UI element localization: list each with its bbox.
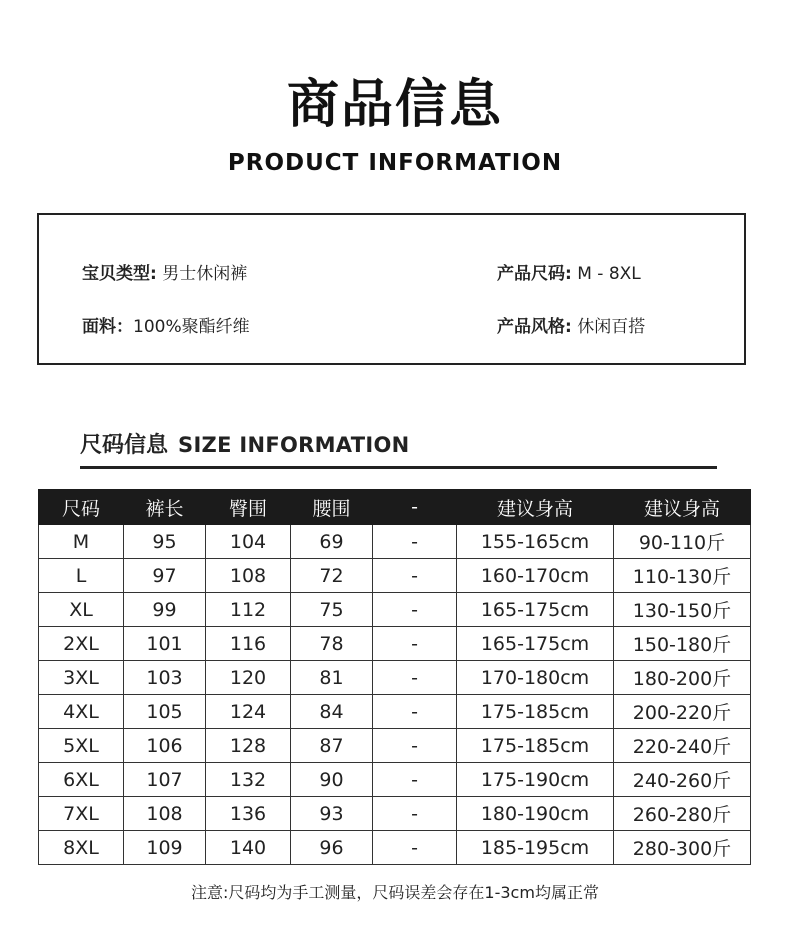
table-row	[39, 661, 751, 695]
cell-height: 170-180cm	[457, 661, 614, 695]
cell-hip: 108	[206, 559, 291, 593]
cell-blank: -	[373, 627, 457, 661]
info-style-value: 休闲百搭	[577, 317, 646, 337]
section-divider	[80, 466, 717, 469]
cell-weight: 260-280斤	[614, 797, 751, 831]
cell-blank: -	[373, 593, 457, 627]
measurement-note: 注意:尺码均为手工测量，尺码误差会存在1-3cm均属正常	[191, 883, 599, 902]
cell-blank: -	[373, 695, 457, 729]
cell-size: L	[39, 559, 124, 593]
info-fabric	[82, 312, 250, 337]
cell-blank: -	[373, 831, 457, 865]
col-header-size: 尺码	[39, 490, 124, 525]
product-info-box	[37, 213, 746, 365]
cell-hip: 128	[206, 729, 291, 763]
cell-height: 160-170cm	[457, 559, 614, 593]
cell-height: 165-175cm	[457, 593, 614, 627]
cell-waist: 96	[291, 831, 373, 865]
cell-hip: 104	[206, 525, 291, 559]
cell-weight: 240-260斤	[614, 763, 751, 797]
col-header-hip: 臀围	[206, 490, 291, 525]
table-row	[39, 627, 751, 661]
cell-height: 155-165cm	[457, 525, 614, 559]
cell-waist: 75	[291, 593, 373, 627]
cell-size: 6XL	[39, 763, 124, 797]
cell-length: 109	[124, 831, 206, 865]
cell-hip: 116	[206, 627, 291, 661]
cell-waist: 69	[291, 525, 373, 559]
cell-length: 105	[124, 695, 206, 729]
cell-blank: -	[373, 559, 457, 593]
cell-weight: 90-110斤	[614, 525, 751, 559]
cell-weight: 200-220斤	[614, 695, 751, 729]
cell-size: 5XL	[39, 729, 124, 763]
cell-hip: 120	[206, 661, 291, 695]
col-header-blank: -	[373, 490, 457, 525]
cell-length: 97	[124, 559, 206, 593]
cell-height: 185-195cm	[457, 831, 614, 865]
cell-blank: -	[373, 661, 457, 695]
size-section-heading	[80, 428, 409, 459]
cell-hip: 132	[206, 763, 291, 797]
cell-waist: 78	[291, 627, 373, 661]
cell-blank: -	[373, 763, 457, 797]
cell-size: XL	[39, 593, 124, 627]
cell-hip: 124	[206, 695, 291, 729]
cell-weight: 110-130斤	[614, 559, 751, 593]
cell-size: 4XL	[39, 695, 124, 729]
cell-hip: 136	[206, 797, 291, 831]
cell-weight: 130-150斤	[614, 593, 751, 627]
info-style	[497, 312, 645, 337]
page-title: 商品信息	[286, 75, 503, 135]
info-size-value: M - 8XL	[577, 264, 641, 284]
cell-waist: 90	[291, 763, 373, 797]
col-header-height: 建议身高	[457, 490, 614, 525]
cell-size: 2XL	[39, 627, 124, 661]
size-section-title-cn: 尺码信息	[80, 433, 169, 458]
cell-length: 106	[124, 729, 206, 763]
cell-blank: -	[373, 729, 457, 763]
info-size-label: 产品尺码:	[497, 264, 572, 284]
info-type-label: 宝贝类型:	[82, 264, 157, 284]
info-size	[497, 259, 641, 284]
cell-weight: 150-180斤	[614, 627, 751, 661]
cell-hip: 140	[206, 831, 291, 865]
table-row	[39, 831, 751, 865]
table-row	[39, 729, 751, 763]
cell-weight: 180-200斤	[614, 661, 751, 695]
cell-waist: 72	[291, 559, 373, 593]
table-row	[39, 525, 751, 559]
cell-height: 175-185cm	[457, 729, 614, 763]
cell-waist: 93	[291, 797, 373, 831]
cell-height: 180-190cm	[457, 797, 614, 831]
cell-blank: -	[373, 797, 457, 831]
cell-size: M	[39, 525, 124, 559]
table-row	[39, 695, 751, 729]
cell-length: 108	[124, 797, 206, 831]
info-style-label: 产品风格:	[497, 317, 572, 337]
cell-waist: 84	[291, 695, 373, 729]
col-header-length: 裤长	[124, 490, 206, 525]
cell-waist: 87	[291, 729, 373, 763]
table-row	[39, 593, 751, 627]
info-fabric-value: 100%聚酯纤维	[133, 317, 250, 337]
cell-length: 99	[124, 593, 206, 627]
cell-length: 101	[124, 627, 206, 661]
col-header-weight: 建议身高	[614, 490, 751, 525]
size-table-header-row	[39, 490, 751, 525]
cell-size: 8XL	[39, 831, 124, 865]
cell-weight: 220-240斤	[614, 729, 751, 763]
cell-hip: 112	[206, 593, 291, 627]
table-row	[39, 763, 751, 797]
page-subtitle: PRODUCT INFORMATION	[227, 150, 563, 176]
cell-length: 95	[124, 525, 206, 559]
cell-length: 103	[124, 661, 206, 695]
cell-height: 165-175cm	[457, 627, 614, 661]
cell-blank: -	[373, 525, 457, 559]
cell-size: 3XL	[39, 661, 124, 695]
cell-height: 175-190cm	[457, 763, 614, 797]
cell-length: 107	[124, 763, 206, 797]
size-table	[38, 489, 751, 865]
table-row	[39, 559, 751, 593]
size-section-title-en: SIZE INFORMATION	[178, 433, 410, 457]
info-fabric-label: 面料：	[82, 317, 133, 337]
cell-height: 175-185cm	[457, 695, 614, 729]
info-type	[82, 259, 247, 284]
cell-waist: 81	[291, 661, 373, 695]
col-header-waist: 腰围	[291, 490, 373, 525]
table-row	[39, 797, 751, 831]
cell-weight: 280-300斤	[614, 831, 751, 865]
cell-size: 7XL	[39, 797, 124, 831]
info-type-value: 男士休闲裤	[162, 264, 248, 284]
